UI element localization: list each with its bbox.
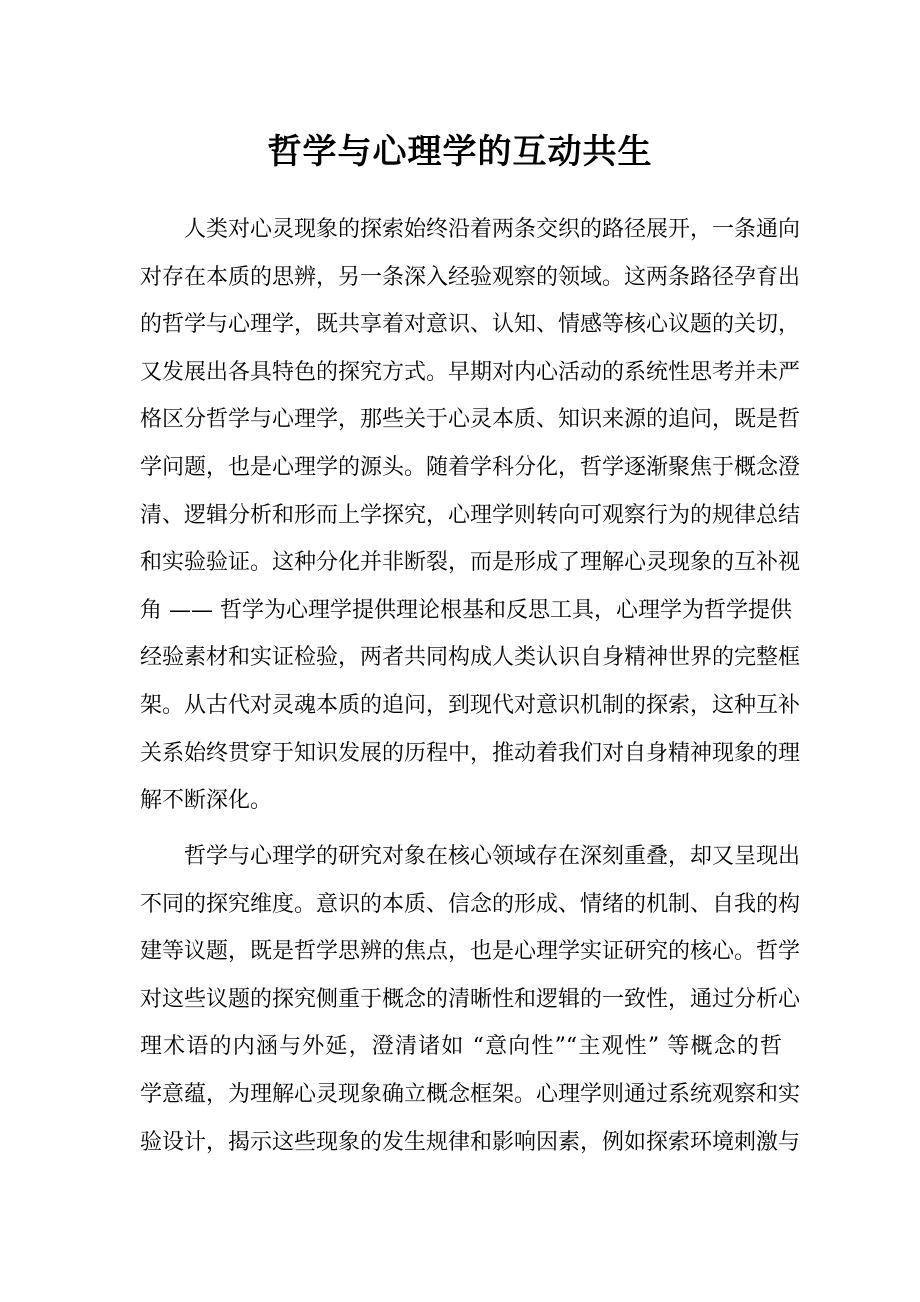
paragraph-1	[140, 206, 801, 825]
paragraph-2-line-3: 建等议题，既是哲学思辨的焦点，也是心理学实证研究的核心。哲学	[140, 939, 801, 965]
paragraph-1-line-9: 角 —— 哲学为心理学提供理论根基和反思工具，心理学为哲学提供	[140, 597, 792, 623]
paragraph-1-line-12: 关系始终贯穿于知识发展的历程中，推动着我们对自身精神现象的理	[140, 740, 801, 766]
paragraph-2-line-7: 验设计，揭示这些现象的发生规律和影响因素，例如探索环境刺激与	[140, 1129, 801, 1155]
paragraph-1-line-2: 对存在本质的思辨，另一条深入经验观察的领域。这两条路径孕育出	[140, 264, 801, 290]
paragraph-2-line-1: 哲学与心理学的研究对象在核心领域存在深刻重叠，却又呈现出	[184, 844, 801, 869]
paragraph-2-line-6: 学意蕴，为理解心灵现象确立概念框架。心理学则通过系统观察和实	[140, 1081, 801, 1107]
paragraph-1-line-6: 学问题，也是心理学的源头。随着学科分化，哲学逐渐聚焦于概念澄	[140, 454, 801, 480]
paragraph-2-line-5: 理术语的内涵与外延，澄清诸如 “意向性”“主观性” 等概念的哲	[140, 1034, 782, 1060]
paragraph-1-line-3: 的哲学与心理学，既共享着对意识、认知、情感等核心议题的关切，	[140, 312, 801, 338]
paragraph-1-line-1: 人类对心灵现象的探索始终沿着两条交织的路径展开，一条通向	[184, 217, 801, 242]
paragraph-2	[140, 833, 801, 1166]
paragraph-1-line-8: 和实验验证。这种分化并非断裂，而是形成了理解心灵现象的互补视	[140, 550, 801, 576]
paragraph-1-line-7: 清、逻辑分析和形而上学探究，心理学则转向可观察行为的规律总结	[140, 502, 801, 528]
page-title: 哲学与心理学的互动共生	[267, 132, 653, 172]
paragraph-1-line-10: 经验素材和实证检验，两者共同构成人类认识自身精神世界的完整框	[140, 645, 801, 671]
paragraph-2-line-4: 对这些议题的探究侧重于概念的清晰性和逻辑的一致性，通过分析心	[140, 986, 801, 1012]
paragraph-1-line-11: 架。从古代对灵魂本质的追问，到现代对意识机制的探索，这种互补	[140, 692, 801, 718]
paragraph-1-line-4: 又发展出各具特色的探究方式。早期对内心活动的系统性思考并未严	[140, 359, 801, 385]
paragraph-1-line-13: 解不断深化。	[140, 788, 273, 814]
paragraph-1-line-5: 格区分哲学与心理学，那些关于心灵本质、知识来源的追问，既是哲	[140, 407, 801, 433]
paragraph-2-line-2: 不同的探究维度。意识的本质、信念的形成、情绪的机制、自我的构	[140, 891, 801, 917]
